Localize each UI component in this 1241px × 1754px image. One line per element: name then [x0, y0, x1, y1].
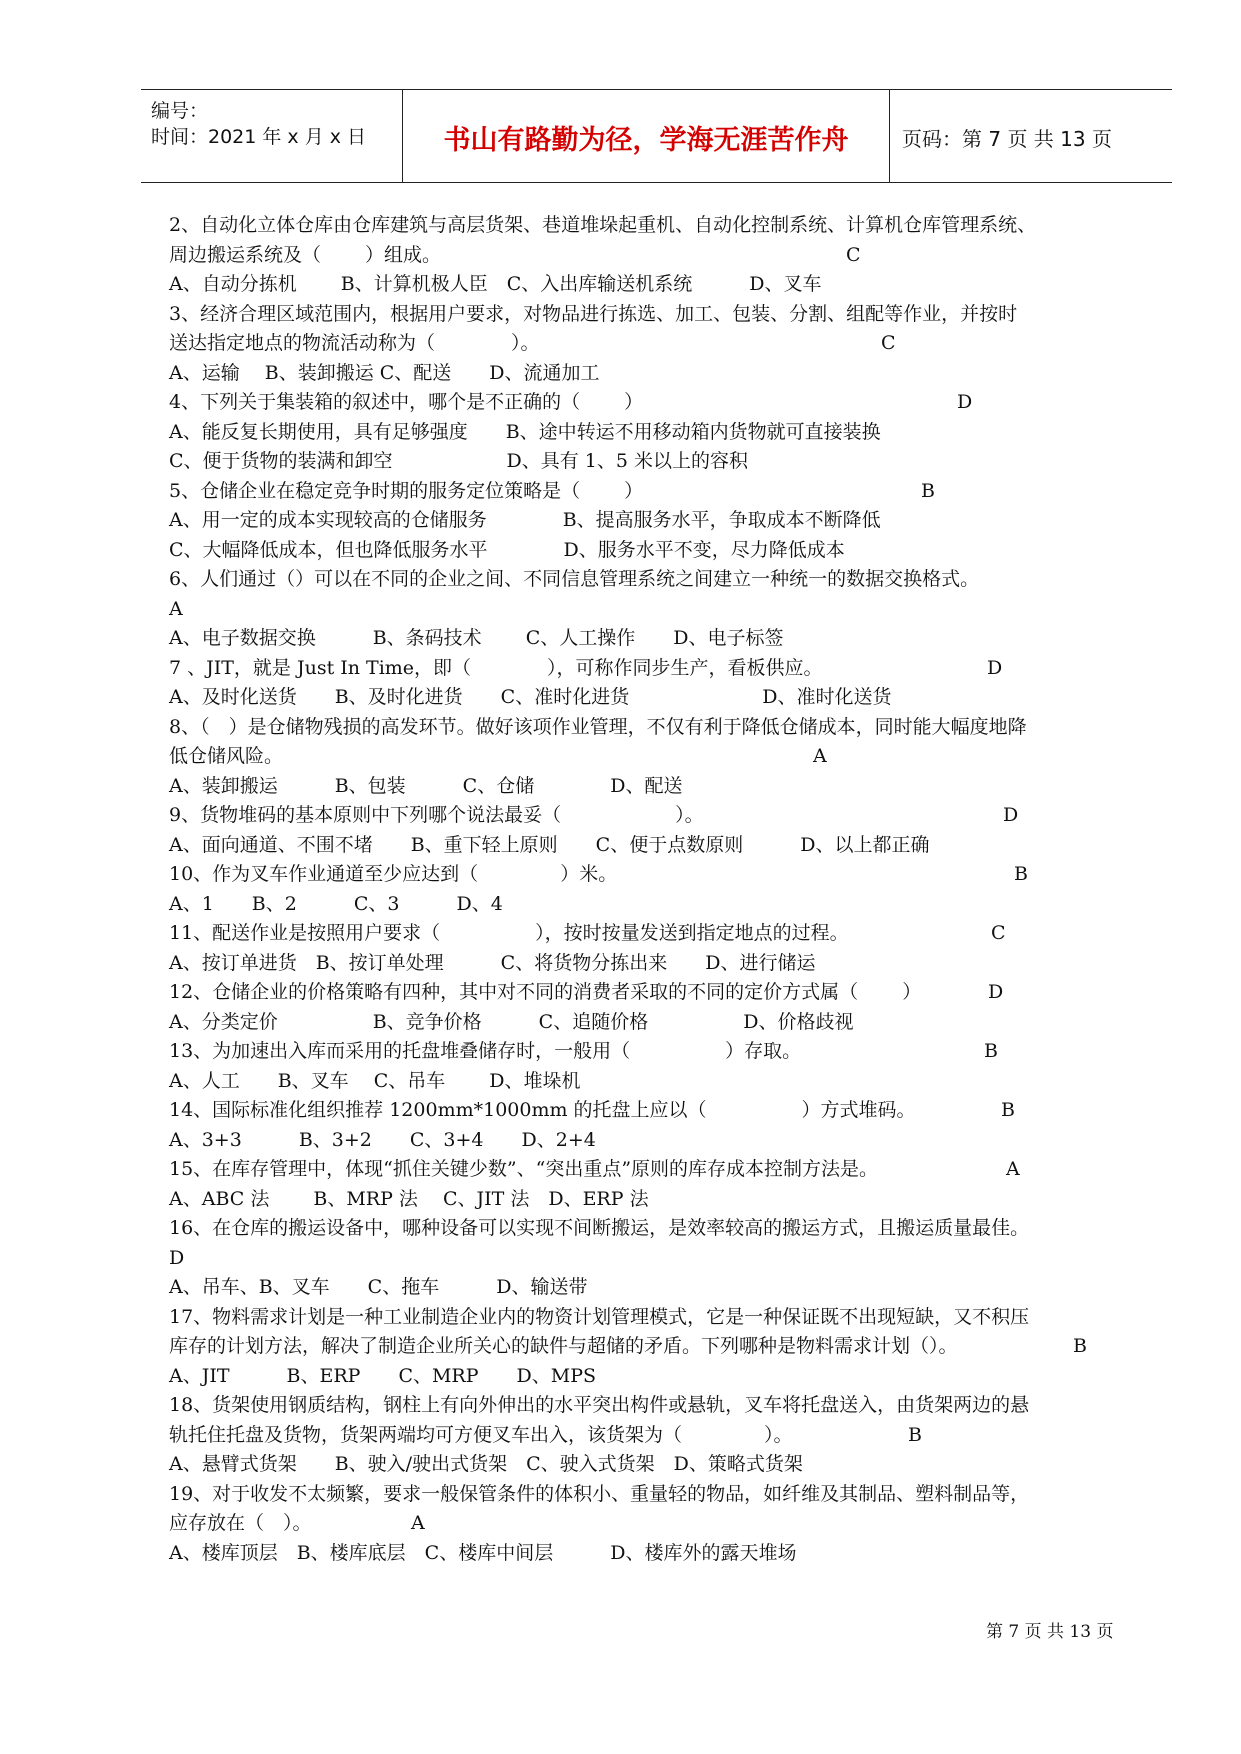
- line-text: 应存放在（ ）。: [169, 1512, 312, 1534]
- line-text: 14、国际标准化组织推荐 1200mm*1000mm 的托盘上应以（ ）方式堆码。: [169, 1099, 916, 1121]
- line-text: 周边搬运系统及（ ）组成。: [169, 243, 442, 266]
- text-line: [169, 1303, 1159, 1333]
- text-line: [169, 949, 1159, 979]
- number-label: 编号：: [151, 100, 209, 122]
- text-line: [169, 1067, 1159, 1097]
- line-text: 11、配送作业是按照用户要求（ ），按时按量发送到指定地点的过程。: [169, 922, 849, 944]
- text-line: [169, 388, 1159, 418]
- line-text: A、ABC 法 B、MRP 法 C、JIT 法 D、ERP 法: [169, 1187, 649, 1210]
- text-line: [169, 1273, 1159, 1303]
- answer-letter: C: [881, 332, 896, 354]
- header-middle-cell: [403, 90, 890, 182]
- text-line: [169, 270, 1159, 300]
- line-text: 库存的计划方法，解决了制造企业所关心的缺件与超储的矛盾。下列哪种是物料需求计划（）。: [169, 1335, 958, 1357]
- line-text: 4、下列关于集装箱的叙述中，哪个是不正确的（ ）: [169, 391, 644, 413]
- text-line: [169, 1244, 1159, 1274]
- line-text: A、悬臂式货架 B、驶入/驶出式货架 C、驶入式货架 D、策略式货架: [169, 1453, 803, 1475]
- line-text: A、用一定的成本实现较高的仓储服务 B、提高服务水平，争取成本不断降低: [169, 509, 881, 531]
- answer-letter: B: [921, 479, 935, 502]
- answer-letter: B: [1014, 863, 1028, 885]
- line-text: A、3+3 B、3+2 C、3+4 D、2+4: [169, 1128, 596, 1151]
- text-line: [169, 359, 1159, 389]
- text-line: [169, 536, 1159, 566]
- header-right-cell: [890, 90, 1172, 182]
- text-line: [169, 1008, 1159, 1038]
- line-text: 送达指定地点的物流活动称为（ ）。: [169, 332, 540, 354]
- text-line: [169, 624, 1159, 654]
- answer-letter: C: [991, 922, 1006, 944]
- line-text: A、装卸搬运 B、包装 C、仓储 D、配送: [169, 774, 683, 797]
- text-line: [169, 1185, 1159, 1215]
- answer-letter: B: [1001, 1099, 1015, 1121]
- text-line: [169, 1509, 1159, 1539]
- answer-letter: D: [987, 656, 1003, 679]
- line-text: 16、在仓库的搬运设备中，哪种设备可以实现不间断搬运，是效率较高的搬运方式，且搬运质量最佳。: [169, 1217, 1030, 1239]
- header-left-cell: [141, 90, 403, 182]
- question-content: [169, 211, 1159, 1568]
- answer-letter: B: [908, 1423, 922, 1446]
- answer-letter: A: [411, 1512, 425, 1534]
- header-page-info: 页码：第 7 页 共 13 页: [902, 127, 1112, 151]
- answer-letter: A: [813, 745, 827, 767]
- line-text: 12、仓储企业的价格策略有四种，其中对不同的消费者采取的不同的定价方式属（ ）: [169, 981, 922, 1003]
- text-line: [169, 860, 1159, 890]
- line-text: A、面向通道、不围不堵 B、重下轻上原则 C、便于点数原则 D、以上都正确: [169, 833, 930, 856]
- text-line: [169, 742, 1159, 772]
- text-line: [169, 1096, 1159, 1126]
- line-text: A、自动分拣机 B、计算机极人臣 C、入出库输送机系统 D、叉车: [169, 273, 822, 295]
- text-line: [169, 1214, 1159, 1244]
- line-text: A、电子数据交换 B、条码技术 C、人工操作 D、电子标签: [169, 627, 784, 649]
- text-line: [169, 801, 1159, 831]
- text-line: [169, 595, 1159, 625]
- line-text: A、吊车、B、叉车 C、拖车 D、输送带: [169, 1276, 588, 1298]
- text-line: [169, 418, 1159, 448]
- text-line: [169, 300, 1159, 330]
- text-line: [169, 1332, 1159, 1362]
- page-footer: 第 7 页 共 13 页: [986, 1622, 1114, 1642]
- line-text: 13、为加速出入库而采用的托盘堆叠储存时，一般用（ ）存取。: [169, 1040, 802, 1062]
- line-text: 低仓储风险。: [169, 745, 284, 767]
- page-header: [141, 89, 1172, 183]
- time-label: 时间：2021 年 x 月 x 日: [151, 126, 367, 148]
- line-text: C、便于货物的装满和卸空 D、具有 1、5 米以上的容积: [169, 450, 749, 472]
- text-line: [169, 1037, 1159, 1067]
- text-line: [169, 1480, 1159, 1510]
- line-text: 8、（ ）是仓储物残损的高发环节。做好该项作业管理，不仅有利于降低仓储成本，同时能大幅度地降: [169, 715, 1027, 738]
- text-line: [169, 241, 1159, 271]
- line-text: A: [169, 597, 183, 620]
- text-line: [169, 713, 1159, 743]
- line-text: D: [169, 1246, 185, 1269]
- text-line: [169, 1539, 1159, 1569]
- text-line: [169, 919, 1159, 949]
- text-line: [169, 654, 1159, 684]
- text-line: [169, 1421, 1159, 1451]
- answer-letter: A: [1006, 1158, 1020, 1180]
- text-line: [169, 683, 1159, 713]
- line-text: 18、货架使用钢质结构，钢柱上有向外伸出的水平突出构件或悬轨，叉车将托盘送入，由货架两边的悬: [169, 1394, 1030, 1416]
- line-text: 7 、JIT，就是 Just In Time，即（ ），可称作同步生产，看板供应。: [169, 656, 823, 679]
- text-line: [169, 477, 1159, 507]
- line-text: A、楼库顶层 B、楼库底层 C、楼库中间层 D、楼库外的露天堆场: [169, 1541, 797, 1564]
- line-text: 19、对于收发不太频繁，要求一般保管条件的体积小、重量轻的物品，如纤维及其制品、塑料制品等，: [169, 1482, 1030, 1505]
- answer-letter: B: [984, 1040, 998, 1062]
- line-text: A、及时化送货 B、及时化进货 C、准时化进货 D、准时化送货: [169, 686, 892, 708]
- line-text: A、分类定价 B、竞争价格 C、追随价格 D、价格歧视: [169, 1010, 854, 1033]
- answer-letter: C: [846, 243, 861, 266]
- line-text: 2、自动化立体仓库由仓库建筑与高层货架、巷道堆垛起重机、自动化控制系统、计算机仓库管理系统、: [169, 214, 1037, 236]
- line-text: 3、经济合理区域范围内，根据用户要求，对物品进行拣选、加工、包装、分割、组配等作业，并按时: [169, 302, 1018, 325]
- line-text: 10、作为叉车作业通道至少应达到（ ）米。: [169, 863, 618, 885]
- text-line: [169, 978, 1159, 1008]
- text-line: [169, 565, 1159, 595]
- line-text: A、JIT B、ERP C、MRP D、MPS: [169, 1364, 597, 1387]
- line-text: 6、人们通过（）可以在不同的企业之间、不同信息管理系统之间建立一种统一的数据交换格式。: [169, 568, 980, 590]
- line-text: A、按订单进货 B、按订单处理 C、将货物分拣出来 D、进行储运: [169, 951, 816, 974]
- line-text: 17、物料需求计划是一种工业制造企业内的物资计划管理模式，它是一种保证既不出现短缺，又不积压: [169, 1305, 1030, 1328]
- line-text: 9、货物堆码的基本原则中下列哪个说法最妥（ ）。: [169, 804, 704, 826]
- line-text: A、运输 B、装卸搬运 C、配送 D、流通加工: [169, 361, 600, 384]
- motto-text: 书山有路勤为径，学海无涯苦作舟: [443, 125, 849, 156]
- text-line: [169, 211, 1159, 241]
- text-line: [169, 1391, 1159, 1421]
- text-line: [169, 1126, 1159, 1156]
- answer-letter: D: [988, 981, 1004, 1003]
- text-line: [169, 831, 1159, 861]
- line-text: A、1 B、2 C、3 D、4: [169, 892, 503, 915]
- line-text: 5、仓储企业在稳定竞争时期的服务定位策略是（ ）: [169, 479, 644, 502]
- line-text: C、大幅降低成本，但也降低服务水平 D、服务水平不变，尽力降低成本: [169, 538, 845, 561]
- text-line: [169, 506, 1159, 536]
- answer-letter: D: [957, 391, 973, 413]
- line-text: A、能反复长期使用，具有足够强度 B、途中转运不用移动箱内货物就可直接装换: [169, 420, 881, 443]
- line-text: A、人工 B、叉车 C、吊车 D、堆垛机: [169, 1069, 581, 1092]
- line-text: 轨托住托盘及货物，货架两端均可方便叉车出入，该货架为（ ）。: [169, 1423, 793, 1446]
- text-line: [169, 1450, 1159, 1480]
- answer-letter: D: [1003, 804, 1019, 826]
- text-line: [169, 890, 1159, 920]
- text-line: [169, 329, 1159, 359]
- line-text: 15、在库存管理中，体现“抓住关键少数”、“突出重点”原则的库存成本控制方法是。: [169, 1158, 879, 1180]
- text-line: [169, 772, 1159, 802]
- answer-letter: B: [1073, 1335, 1087, 1357]
- text-line: [169, 1362, 1159, 1392]
- text-line: [169, 447, 1159, 477]
- text-line: [169, 1155, 1159, 1185]
